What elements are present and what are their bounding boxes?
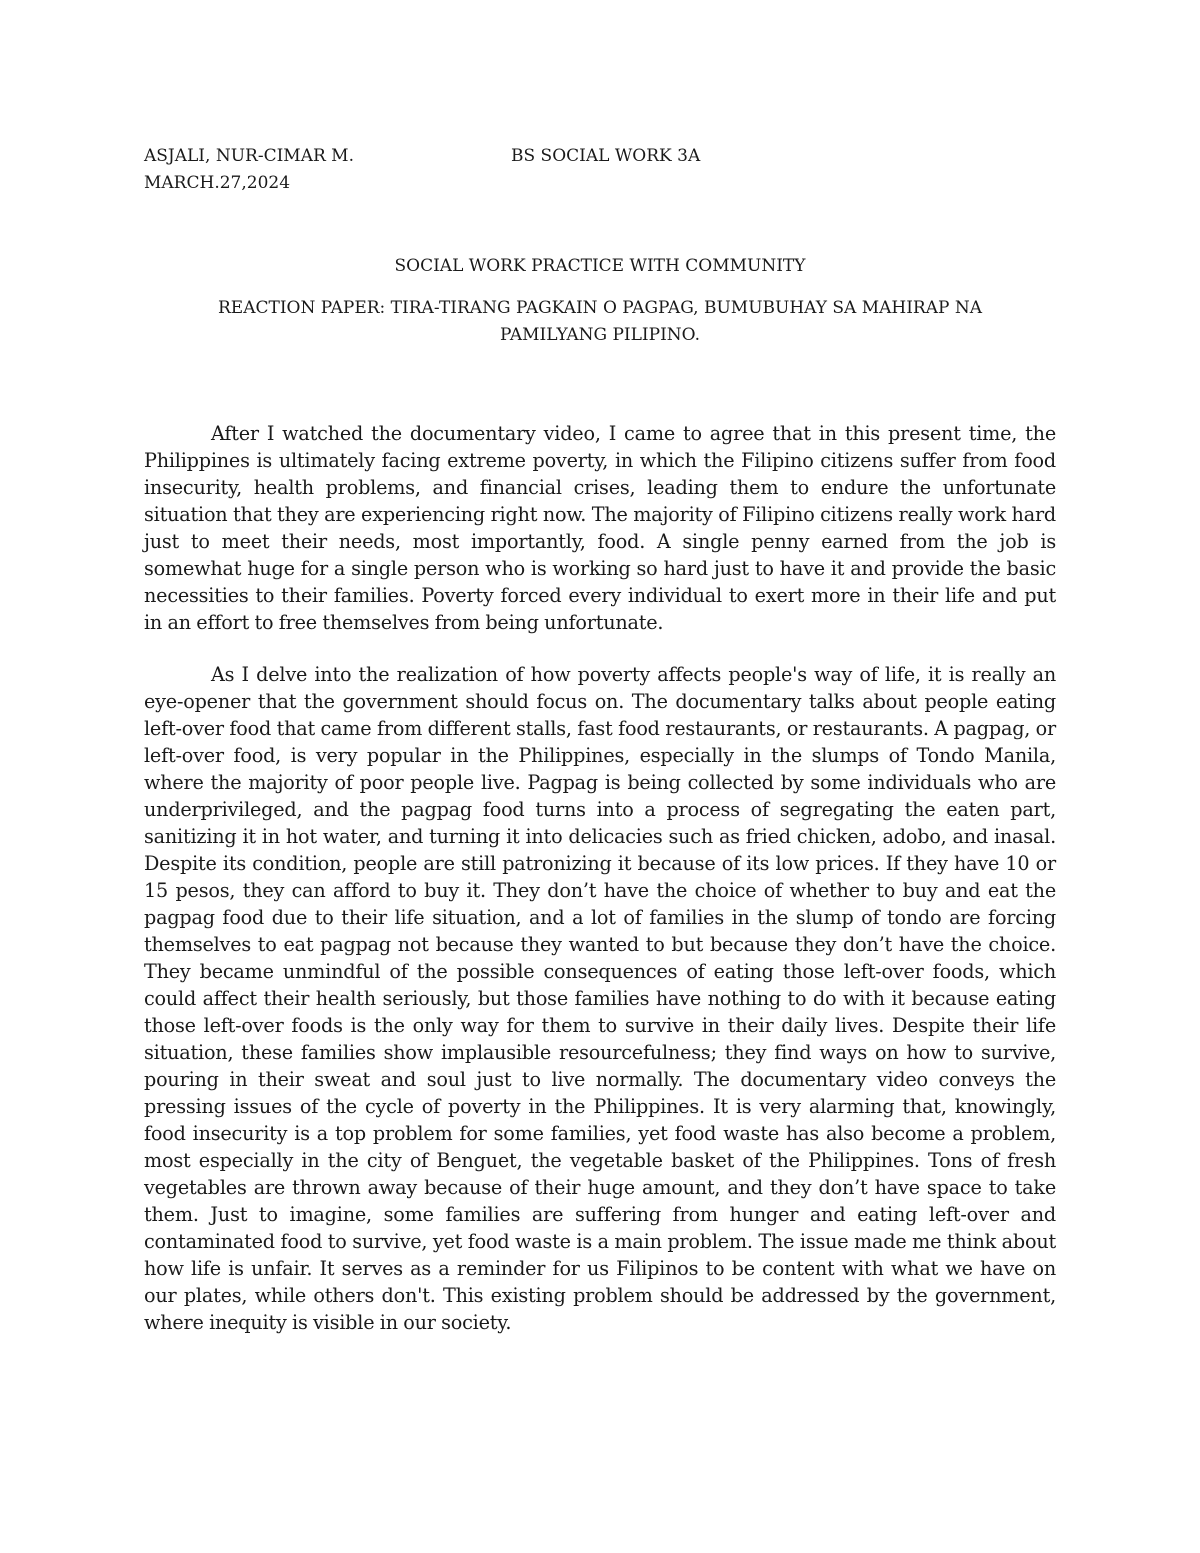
- header-block: [144, 143, 700, 197]
- paper-title-line-2: PAMILYANG PILIPINO.: [499, 325, 701, 345]
- submission-date: MARCH.27,2024: [144, 173, 291, 193]
- paper-title-line-1: REACTION PAPER: TIRA-TIRANG PAGKAIN O PAGPAG, BUMUBUHAY SA MAHIRAP NA: [217, 298, 983, 318]
- paper-title: [144, 295, 1056, 349]
- body-text: [144, 420, 1056, 1336]
- course-title: SOCIAL WORK PRACTICE WITH COMMUNITY: [394, 256, 806, 276]
- paragraph-1: After I watched the documentary video, I came to agree that in this present time, the Philippines is ultimately facing extreme poverty, in which the Filipino citizens suffer from food insecurity, health problems, and financial crises, leading them to endure the unfortunate situation that they are experiencing right now. The majority of Filipino citizens really work hard just to meet their needs, most importantly, food. A single penny earned from the job is somewhat huge for a single person who is working so hard just to have it and provide the basic necessities to their families. Poverty forced every individual to exert more in their life and put in an effort to free themselves from being unfortunate.: [144, 422, 1056, 634]
- header-row: [144, 143, 700, 170]
- paragraph-2: As I delve into the realization of how poverty affects people's way of life, it is really an eye-opener that the government should focus on. The documentary talks about people eating left-over food that came from different stalls, fast food restaurants, or restaurants. A pagpag, or left-over food, is very popular in the Philippines, especially in the slumps of Tondo Manila, where the majority of poor people live. Pagpag is being collected by some individuals who are underprivileged, and the pagpag food turns into a process of segregating the eaten part, sanitizing it in hot water, and turning it into delicacies such as fried chicken, adobo, and inasal. Despite its condition, people are still patronizing it because of its low prices. If they have 10 or 15 pesos, they can afford to buy it. They don’t have the choice of whether to buy and eat the pagpag food due to their life situation, and a lot of families in the slump of tondo are forcing themselves to eat pagpag not because they wanted to but because they don’t have the choice. They became unmindful of the possible consequences of eating those left-over foods, which could affect their health seriously, but those families have nothing to do with it because eating those left-over foods is the only way for them to survive in their daily lives. Despite their life situation, these families show implausible resourcefulness; they find ways on how to survive, pouring in their sweat and soul just to live normally. The documentary video conveys the pressing issues of the cycle of poverty in the Philippines. It is very alarming that, knowingly, food insecurity is a top problem for some families, yet food waste has also become a problem, most especially in the city of Benguet, the vegetable basket of the Philippines. Tons of fresh vegetables are thrown away because of their huge amount, and they don’t have space to take them. Just to imagine, some families are suffering from hunger and eating left-over and contaminated food to survive, yet food waste is a main problem. The issue made me think about how life is unfair. It serves as a reminder for us Filipinos to be content with what we have on our plates, while others don't. This existing problem should be addressed by the government, where inequity is visible in our society.: [144, 663, 1056, 1334]
- student-name: ASJALI, NUR-CIMAR M.: [144, 146, 354, 166]
- course-section: BS SOCIAL WORK 3A: [511, 146, 701, 166]
